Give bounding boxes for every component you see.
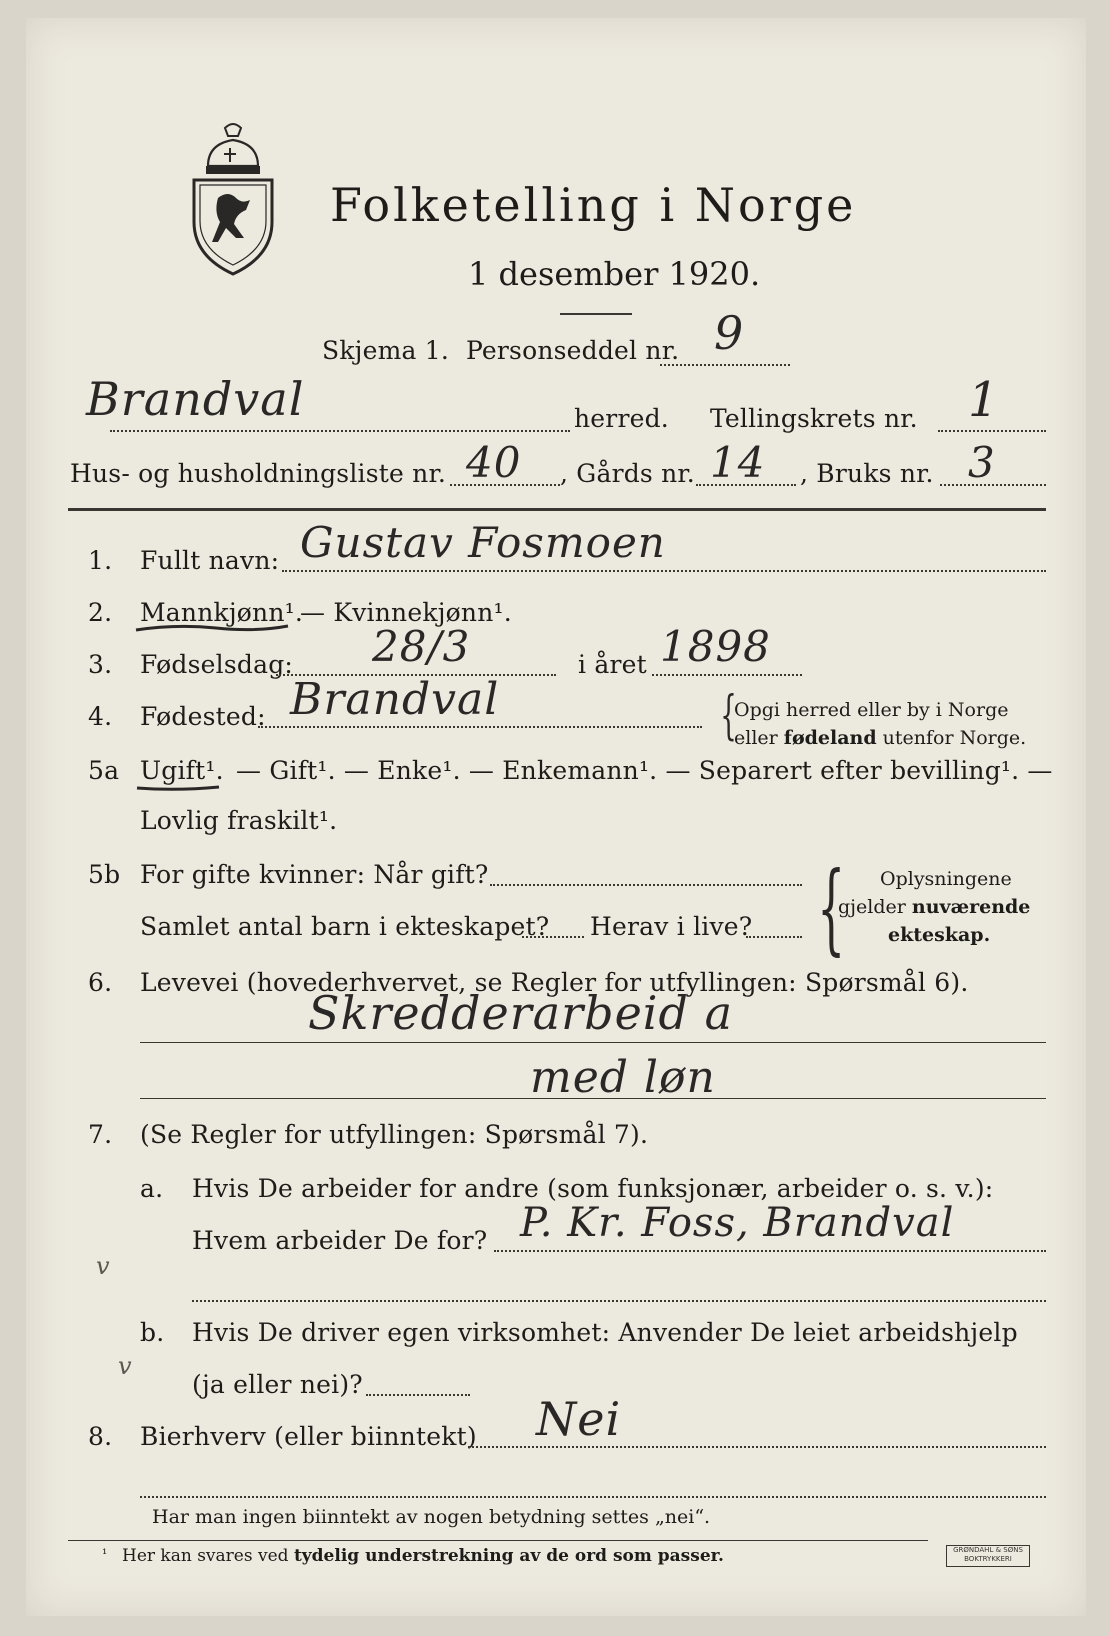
personseddel-line	[660, 364, 790, 366]
q3-aaret-line	[652, 674, 802, 676]
footer-rule	[68, 1540, 928, 1541]
printer-stamp: GRØNDAHL & SØNS BOKTRYKKERI	[946, 1545, 1030, 1567]
q7b-line1: Hvis De driver egen virksomhet: Anvender De leiet arbeidshjelp	[192, 1318, 1018, 1347]
q5b-alive-label: Herav i live?	[590, 912, 753, 941]
personseddel-value[interactable]: 9	[714, 306, 745, 360]
margin-check-mark-1: v	[96, 1252, 110, 1280]
q5a-ugift[interactable]: Ugift¹.	[140, 756, 224, 785]
q4-label: Fødested:	[140, 702, 266, 731]
q7b-line2: (ja eller nei)?	[192, 1370, 363, 1399]
title-divider	[560, 313, 632, 315]
q4-brace: {	[720, 686, 737, 746]
q3-birthday[interactable]: 28/3	[372, 622, 471, 671]
margin-check-mark-2: v	[118, 1352, 132, 1380]
q7a-employer-line	[494, 1250, 1046, 1252]
q6-label: Levevei (hovederhvervet, se Regler for utfyllingen: Spørsmål 6).	[140, 968, 969, 997]
q5a-number: 5a	[88, 756, 120, 785]
q5a-fraskilt[interactable]: Lovlig fraskilt¹.	[140, 806, 338, 835]
q3-number: 3.	[88, 650, 113, 679]
q5b-note2: gjelder nuværende	[838, 896, 1031, 918]
q1-full-name[interactable]: Gustav Fosmoen	[300, 518, 666, 567]
q5b-brace: {	[817, 852, 846, 966]
personseddel-label: Personseddel nr.	[466, 336, 680, 365]
footnote-mark: ¹	[102, 1547, 108, 1562]
q8-number: 8.	[88, 1422, 113, 1451]
q2-kvinne[interactable]: — Kvinnekjønn¹.	[300, 598, 512, 627]
hus-value[interactable]: 40	[466, 438, 522, 487]
q7a-line1: Hvis De arbeider for andre (som funksjonær, arbeider o. s. v.):	[192, 1174, 994, 1203]
q2-mann[interactable]: Mannkjønn¹.	[140, 598, 304, 627]
q8-label: Bierhverv (eller biinntekt)	[140, 1422, 477, 1451]
q7b-line	[366, 1394, 470, 1396]
q4-line	[258, 726, 702, 728]
q7b-number: b.	[140, 1318, 165, 1347]
q4-number: 4.	[88, 702, 113, 731]
q7a-line2: Hvem arbeider De for?	[192, 1226, 488, 1255]
tellingskrets-line	[938, 430, 1046, 432]
q5b-alive-line	[746, 936, 802, 938]
q7a-employer[interactable]: P. Kr. Foss, Brandval	[520, 1200, 955, 1246]
q5b-children-line	[522, 936, 584, 938]
herred-line	[110, 430, 570, 432]
herred-value[interactable]: Brandval	[86, 372, 305, 426]
header-rule	[68, 508, 1046, 511]
q1-line	[282, 570, 1046, 572]
q5b-line1: For gifte kvinner: Når gift?	[140, 860, 489, 889]
hus-label: Hus- og husholdningsliste nr.	[70, 459, 447, 488]
q6-occupation-line1[interactable]: Skredderarbeid a	[308, 986, 733, 1040]
ugift-underline-mark	[134, 782, 224, 796]
q3-aaret-label: i året	[578, 650, 647, 679]
q8-line	[468, 1446, 1046, 1448]
q6-number: 6.	[88, 968, 113, 997]
q1-number: 1.	[88, 546, 113, 575]
q3-label: Fødselsdag:	[140, 650, 294, 679]
q3-birth-year[interactable]: 1898	[660, 622, 771, 671]
tellingskrets-value[interactable]: 1	[968, 372, 1000, 428]
q5b-note3: ekteskap.	[888, 924, 991, 946]
q6-line1	[140, 1042, 1046, 1043]
form-title: Folketelling i Norge	[330, 178, 857, 232]
q5b-note1: Oplysningene	[880, 868, 1012, 890]
herred-label: herred.	[574, 404, 669, 433]
q1-label: Fullt navn:	[140, 546, 280, 575]
bruks-value[interactable]: 3	[968, 438, 996, 487]
q5b-married-line	[490, 884, 802, 886]
q8-extra-line	[140, 1496, 1046, 1498]
q5a-options[interactable]: — Gift¹. — Enke¹. — Enkemann¹. — Separert efter bevilling¹. —	[236, 756, 1053, 785]
q2-number: 2.	[88, 598, 113, 627]
q4-birthplace[interactable]: Brandval	[290, 674, 500, 725]
gards-label: , Gårds nr.	[560, 459, 695, 488]
bruks-label: , Bruks nr.	[800, 459, 934, 488]
mann-underline-mark	[132, 614, 292, 638]
q5b-number: 5b	[88, 860, 121, 889]
q8-side-income[interactable]: Nei	[536, 1392, 622, 1446]
tellingskrets-label: Tellingskrets nr.	[710, 404, 918, 433]
footnote: Her kan svares ved tydelig understrekning av de ord som passer.	[122, 1546, 724, 1566]
schema-label: Skjema 1.	[322, 336, 450, 365]
q5b-children-label: Samlet antal barn i ekteskapet?	[140, 912, 550, 941]
norway-coat-of-arms-icon	[190, 118, 276, 278]
census-date: 1 desember 1920.	[468, 255, 761, 293]
q6-line2	[140, 1098, 1046, 1099]
gards-value[interactable]: 14	[710, 438, 766, 487]
q7-label: (Se Regler for utfyllingen: Spørsmål 7).	[140, 1120, 649, 1149]
q6-occupation-line2[interactable]: med løn	[530, 1052, 716, 1103]
footer-note: Har man ingen biinntekt av nogen betydning settes „nei“.	[152, 1506, 711, 1528]
q7-number: 7.	[88, 1120, 113, 1149]
q4-note-line2: eller fødeland utenfor Norge.	[734, 727, 1027, 749]
q4-note-line1: Opgi herred eller by i Norge	[734, 699, 1009, 721]
q7a-number: a.	[140, 1174, 164, 1203]
q7a-extra-line	[192, 1300, 1046, 1302]
